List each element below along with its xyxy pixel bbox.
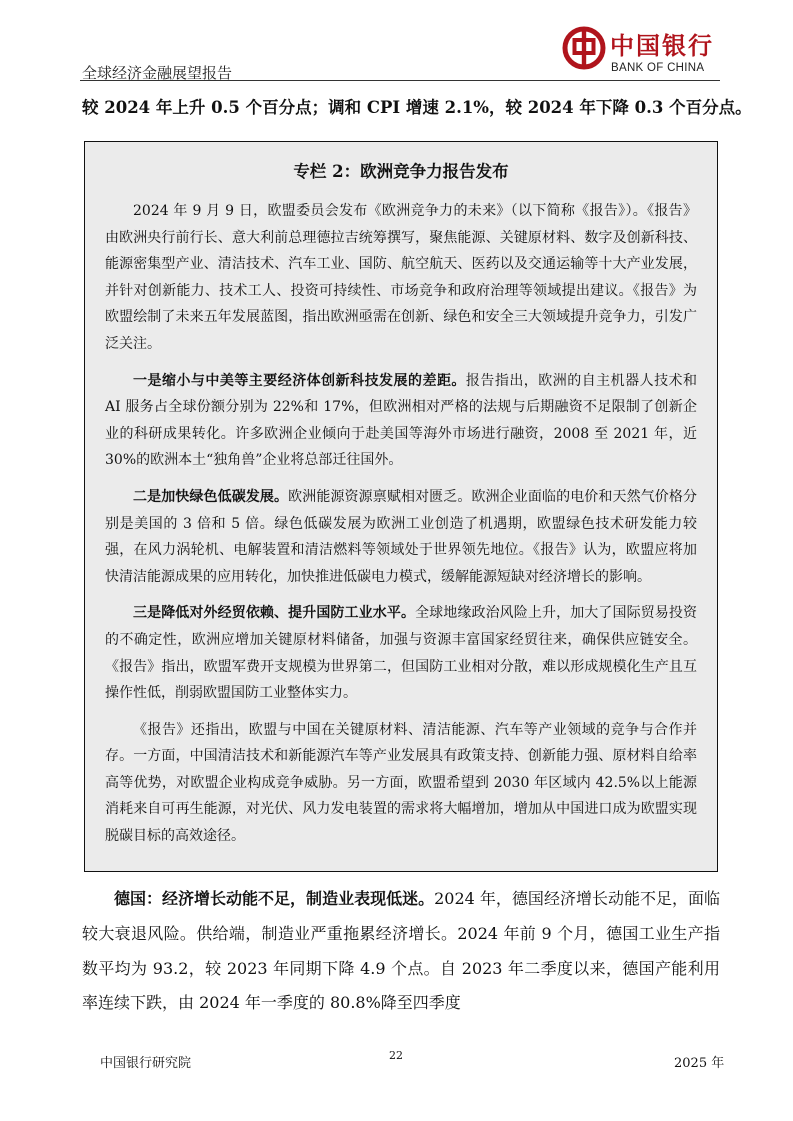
bank-logo — [560, 24, 720, 80]
footer-institute: 中国银行研究院 — [100, 1056, 192, 1071]
paragraph-3-heading: 二是加快绿色低碳发展。 — [133, 488, 289, 505]
germany-heading: 德国：经济增长动能不足，制造业表现低迷。 — [114, 889, 435, 908]
bank-of-china-emblem-icon — [562, 26, 606, 70]
report-title: 全球经济金融展望报告 — [82, 64, 233, 82]
main-body — [82, 882, 720, 1021]
logo-english-text: BANK OF CHINA — [611, 62, 705, 74]
column-paragraph-3 — [105, 484, 697, 590]
column-title: 专栏 2：欧洲竞争力报告发布 — [293, 162, 509, 181]
lead-line: 较 2024 年上升 0.5 个百分点；调和 CPI 增速 2.1%，较 2024 年下降 0.3 个百分点。 — [82, 98, 752, 117]
column-paragraph-4 — [105, 600, 697, 706]
logo-chinese-text: 中国银行 — [610, 31, 714, 60]
germany-text: 2024 年，德国经济增长动能不足，面临较大衰退风险。供给端，制造业严重拖累经济增长。2024 年前 9 个月，德国工业生产指数平均为 93.2，较 2023 年同期下降 4.9 个点。自 2023 年二季度以来，德国产能利用率连续下跌，由 2024 年一季度的 80.8%降至四季度 — [82, 889, 720, 1013]
column-paragraph-2 — [105, 368, 697, 474]
paragraph-3-text: 欧洲能源资源禀赋相对匮乏。欧洲企业面临的电价和天然气价格分别是美国的 3 倍和 5 倍。绿色低碳发展为欧洲工业创造了机遇期，欧盟绿色技术研发能力较强，在风力涡轮机、电解装置和清洁燃料等领域处于世界领先地位。《报告》认为，欧盟应将加快清洁能源成果的应用转化，加快推进低碳电力模式，缓解能源短缺对经济增长的影响。 — [105, 488, 698, 585]
paragraph-4-heading: 三是降低对外经贸依赖、提升国防工业水平。 — [133, 605, 416, 622]
header-divider — [80, 80, 720, 81]
paragraph-2-heading: 一是缩小与中美等主要经济体创新科技发展的差距。 — [133, 372, 466, 389]
paragraph-4-text: 全球地缘政治风险上升，加大了国际贸易投资的不确定性，欧洲应增加关键原材料储备，加强与资源丰富国家经贸往来，确保供应链安全。《报告》指出，欧盟军费开支规模为世界第二，但国防工业相对分散，难以形成规模化生产且互操作性低，削弱欧盟国防工业整体实力。 — [105, 605, 698, 702]
column-paragraph-5: 《报告》还指出，欧盟与中国在关键原材料、清洁能源、汽车等产业领域的竞争与合作并存。一方面，中国清洁技术和新能源汽车等产业发展具有政策支持、创新能力强、原材料自给率高等优势，对欧盟企业构成竞争威胁。另一方面，欧盟希望到 2030 年区域内 42.5%以上能源消耗来自可再生能源，对光伏、风力发电装置的需求将大幅增加，增加从中国进口成为欧盟实现脱碳目标的高效途径。 — [105, 721, 697, 845]
column-box — [84, 141, 718, 872]
column-paragraph-1: 2024 年 9 月 9 日，欧盟委员会发布《欧洲竞争力的未来》（以下简称《报告》）。《报告》由欧洲央行前行长、意大利前总理德拉吉统筹撰写，聚焦能源、关键原材料、数字及创新科技、能源密集型产业、清洁技术、汽车工业、国防、航空航天、医药以及交通运输等十大产业发展，并针对创新能力、技术工人、投资可持续性、市场竞争和政府治理等领域提出建议。《报告》为欧盟绘制了未来五年发展蓝图，指出欧洲亟需在创新、绿色和安全三大领域提升竞争力，引发广泛关注。 — [105, 203, 697, 352]
page-number: 22 — [389, 1049, 403, 1062]
footer-year: 2025 年 — [674, 1056, 725, 1071]
paragraph-2-text: 报告指出，欧洲的自主机器人技术和 AI 服务占全球份额分别为 22%和 17%，但欧洲相对严格的法规与后期融资不足限制了创新企业的科研成果转化。许多欧洲企业倾向于赴美国等海外市场进行融资，2008 至 2021 年，近 30%的欧洲本土“独角兽”企业将总部迁往国外。 — [105, 372, 698, 469]
germany-paragraph — [82, 882, 720, 1021]
